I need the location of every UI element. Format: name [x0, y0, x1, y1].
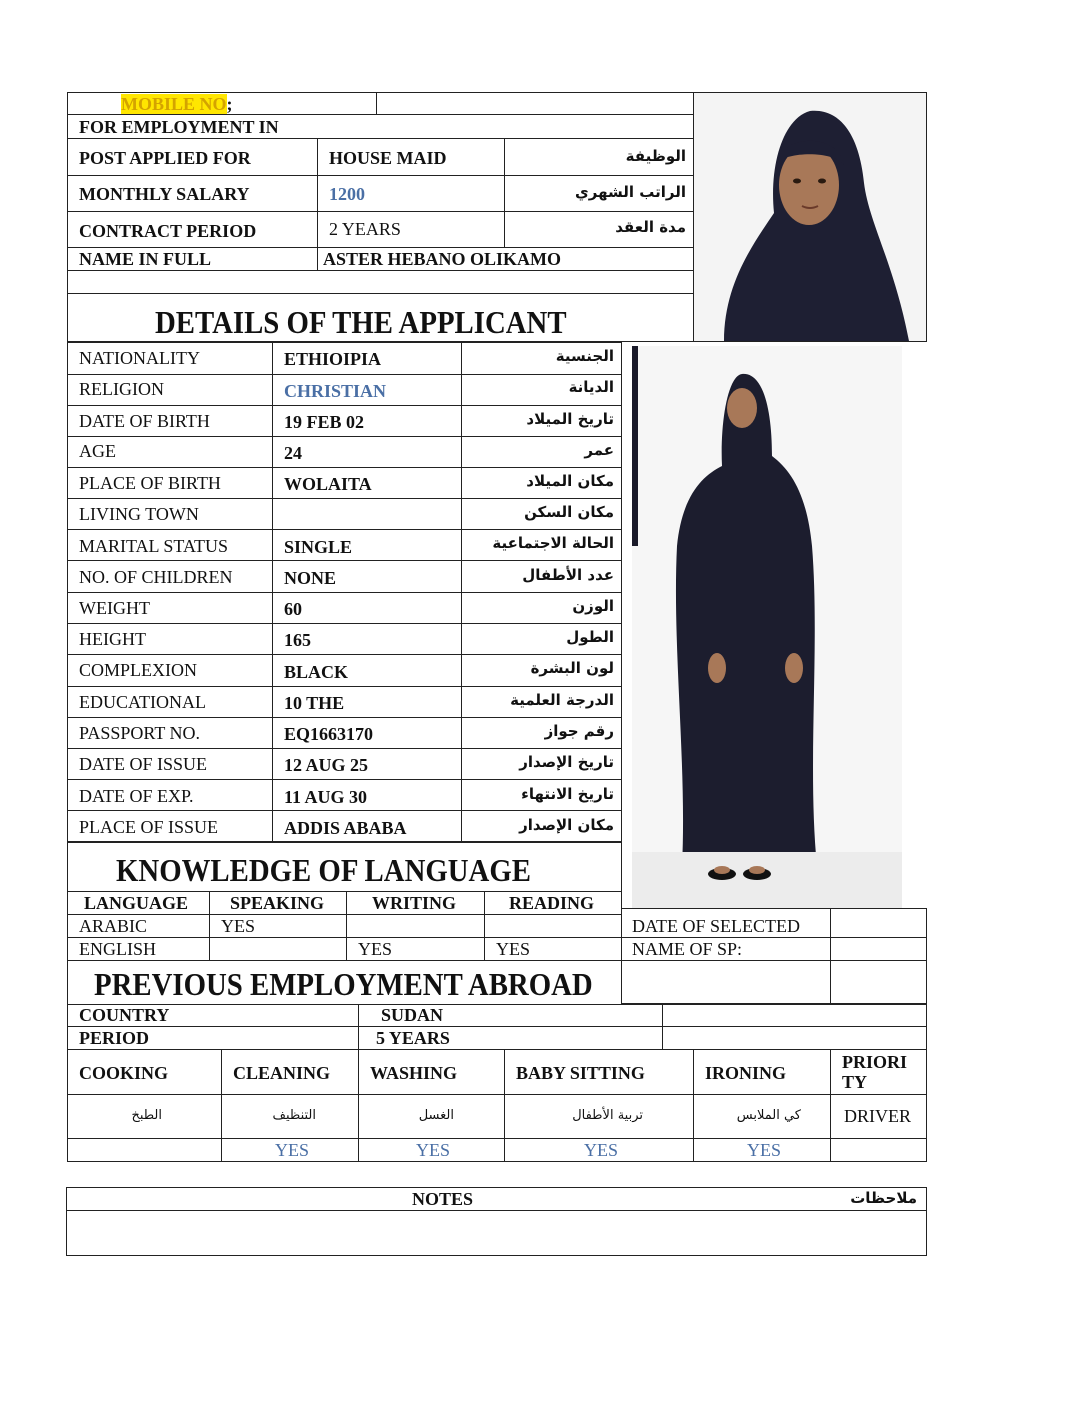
town-ar: مكان السكن	[524, 503, 614, 521]
divider	[830, 1049, 831, 1162]
children-value: NONE	[284, 568, 337, 588]
nationality-value: ETHIOIPIA	[284, 349, 382, 369]
nationality-label: NATIONALITY	[79, 348, 200, 368]
divider	[67, 498, 622, 499]
country-label: COUNTRY	[79, 1005, 170, 1025]
skill-baby-sitting: BABY SITTING	[516, 1063, 645, 1083]
skill-washing-ar: الغسل	[418, 1108, 454, 1123]
divider	[67, 686, 622, 687]
lang-arabic: ARABIC	[79, 916, 148, 936]
lang-header-language: LANGUAGE	[84, 893, 189, 913]
divider	[693, 1049, 694, 1162]
lang-english: ENGLISH	[79, 939, 156, 959]
passport-ar: رقم جواز	[544, 722, 614, 740]
divider	[504, 138, 505, 247]
lang-english-reading: YES	[496, 939, 531, 959]
date-selected-label: DATE OF SELECTED	[632, 916, 800, 936]
height-ar: الطول	[566, 628, 614, 646]
priority-value: DRIVER	[844, 1106, 911, 1126]
name-sp-label: NAME OF SP:	[632, 939, 743, 959]
name-label: NAME IN FULL	[79, 249, 212, 269]
skill-washing: WASHING	[370, 1063, 458, 1083]
skill-baby-sitting-value: YES	[584, 1140, 619, 1160]
divider	[67, 914, 622, 915]
divider	[67, 138, 693, 139]
education-label: EDUCATIONAL	[79, 692, 206, 712]
divider	[67, 405, 622, 406]
period-value: 5 YEARS	[376, 1028, 450, 1048]
divider	[67, 717, 622, 718]
age-value: 24	[284, 443, 302, 463]
notes-box	[66, 1187, 927, 1256]
marital-ar: الحالة الاجتماعية	[492, 534, 614, 552]
language-title: KNOWLEDGE OF LANGUAGE	[116, 852, 531, 888]
lang-english-writing: YES	[358, 939, 393, 959]
post-ar: الوظيفة	[625, 147, 686, 165]
divider	[67, 592, 622, 593]
divider	[830, 908, 831, 1004]
divider	[484, 891, 485, 961]
marital-label: MARITAL STATUS	[79, 536, 228, 556]
skill-baby-sitting-ar: تربية الأطفال	[572, 1108, 643, 1123]
skill-ironing-ar: كي الملابس	[736, 1108, 801, 1123]
height-value: 165	[284, 630, 311, 650]
portrait-photo	[694, 93, 926, 341]
salary-label: MONTHLY SALARY	[79, 184, 250, 204]
issue-date-label: DATE OF ISSUE	[79, 754, 208, 774]
divider	[621, 960, 927, 961]
details-title: DETAILS OF THE APPLICANT	[155, 304, 567, 340]
lang-header-speaking: SPEAKING	[230, 893, 325, 913]
weight-value: 60	[284, 599, 302, 619]
pob-value: WOLAITA	[284, 474, 372, 494]
height-label: HEIGHT	[79, 629, 146, 649]
divider	[67, 937, 622, 938]
divider	[67, 529, 622, 530]
divider	[67, 211, 693, 212]
divider	[67, 1094, 927, 1095]
notes-label: NOTES	[412, 1189, 474, 1209]
age-label: AGE	[79, 441, 116, 461]
skill-cleaning: CLEANING	[233, 1063, 331, 1083]
issue-place-ar: مكان الإصدار	[519, 816, 614, 834]
exp-date-ar: تاريخ الانتهاء	[521, 785, 614, 803]
education-value: 10 THE	[284, 693, 345, 713]
issue-date-value: 12 AUG 25	[284, 755, 369, 775]
contract-ar: مدة العقد	[615, 218, 686, 236]
exp-date-value: 11 AUG 30	[284, 787, 368, 807]
divider	[67, 436, 622, 437]
divider	[67, 891, 622, 892]
age-ar: عمر	[584, 441, 614, 459]
divider	[67, 175, 693, 176]
complexion-ar: لون البشرة	[530, 659, 614, 677]
pob-ar: مكان الميلاد	[526, 472, 614, 490]
previous-title: PREVIOUS EMPLOYMENT ABROAD	[94, 966, 593, 1002]
divider	[662, 1004, 663, 1050]
divider	[66, 1210, 927, 1211]
skill-ironing: IRONING	[705, 1063, 787, 1083]
salary-ar: الراتب الشهري	[575, 183, 686, 201]
notes-ar: ملاحظات	[850, 1189, 917, 1207]
divider	[317, 138, 318, 270]
religion-ar: الديانة	[568, 378, 614, 396]
dob-value: 19 FEB 02	[284, 412, 365, 432]
divider	[221, 1049, 222, 1162]
divider	[67, 114, 693, 115]
nationality-ar: الجنسية	[555, 347, 614, 365]
contract-value: 2 YEARS	[329, 219, 401, 239]
skill-cleaning-ar: التنظيف	[272, 1108, 316, 1123]
skill-cleaning-value: YES	[275, 1140, 310, 1160]
complexion-label: COMPLEXION	[79, 660, 198, 680]
name-value: ASTER HEBANO OLIKAMO	[323, 249, 562, 269]
divider	[67, 748, 622, 749]
exp-date-label: DATE OF EXP.	[79, 786, 194, 806]
weight-label: WEIGHT	[79, 598, 150, 618]
divider	[67, 270, 693, 271]
skill-cooking-ar: الطبخ	[131, 1108, 162, 1123]
passport-value: EQ1663170	[284, 724, 374, 744]
children-ar: عدد الأطفال	[522, 566, 614, 584]
full-body-photo	[632, 346, 902, 908]
divider	[358, 1049, 359, 1162]
dob-ar: تاريخ الميلاد	[526, 410, 614, 428]
divider	[376, 92, 377, 114]
contract-label: CONTRACT PERIOD	[79, 221, 257, 241]
divider	[67, 1026, 927, 1027]
mobile-label: MOBILE NO;	[121, 94, 233, 114]
skill-priority: PRIORI TY	[842, 1052, 908, 1092]
post-value: HOUSE MAID	[329, 148, 447, 168]
divider	[504, 1049, 505, 1162]
divider	[67, 560, 622, 561]
lang-header-reading: READING	[509, 893, 595, 913]
issue-date-ar: تاريخ الإصدار	[519, 753, 614, 771]
issue-place-label: PLACE OF ISSUE	[79, 817, 219, 837]
salary-value: 1200	[329, 184, 365, 204]
passport-label: PASSPORT NO.	[79, 723, 200, 743]
divider	[67, 623, 622, 624]
town-label: LIVING TOWN	[79, 504, 199, 524]
previous-table	[67, 1004, 927, 1050]
marital-value: SINGLE	[284, 537, 353, 557]
issue-place-value: ADDIS ABABA	[284, 818, 407, 838]
divider	[209, 891, 210, 961]
divider	[67, 247, 693, 248]
education-ar: الدرجة العلمية	[510, 691, 614, 709]
skill-cooking: COOKING	[79, 1063, 169, 1083]
employment-label: FOR EMPLOYMENT IN	[79, 117, 279, 137]
divider	[67, 779, 622, 780]
divider	[67, 810, 622, 811]
lang-arabic-speaking: YES	[221, 916, 256, 936]
religion-label: RELIGION	[79, 379, 164, 399]
divider	[67, 1138, 927, 1139]
divider	[67, 467, 622, 468]
children-label: NO. OF CHILDREN	[79, 567, 233, 587]
dob-label: DATE OF BIRTH	[79, 411, 210, 431]
complexion-value: BLACK	[284, 662, 349, 682]
divider	[358, 1004, 359, 1050]
period-label: PERIOD	[79, 1028, 150, 1048]
divider	[67, 293, 693, 294]
weight-ar: الوزن	[572, 597, 614, 615]
lang-header-writing: WRITING	[372, 893, 457, 913]
divider	[621, 937, 927, 938]
skill-washing-value: YES	[416, 1140, 451, 1160]
country-value: SUDAN	[381, 1005, 444, 1025]
divider	[67, 654, 622, 655]
pob-label: PLACE OF BIRTH	[79, 473, 221, 493]
post-label: POST APPLIED FOR	[79, 148, 251, 168]
skill-ironing-value: YES	[747, 1140, 782, 1160]
divider	[67, 374, 622, 375]
religion-value: CHRISTIAN	[284, 381, 387, 401]
divider	[346, 891, 347, 961]
